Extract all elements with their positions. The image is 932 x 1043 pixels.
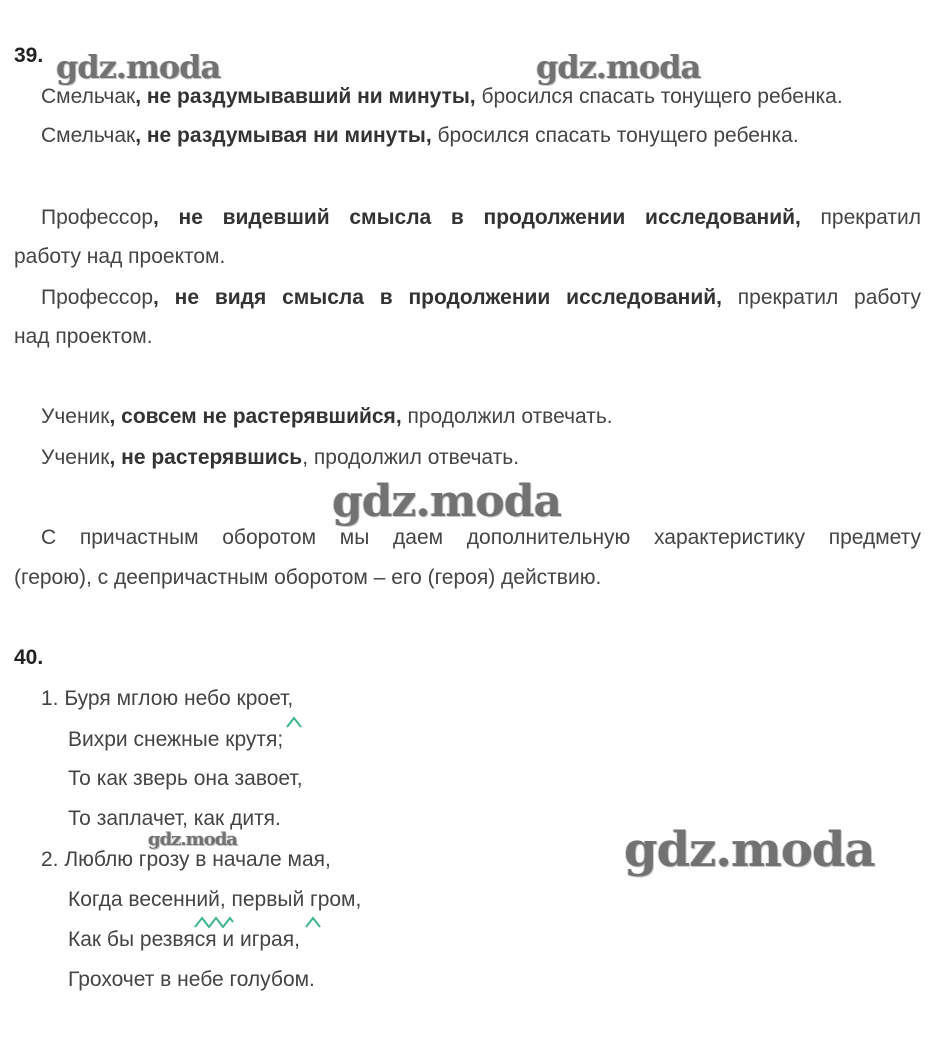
suffix-mark-igraya-icon <box>305 916 321 928</box>
poem-1-line-2: Вихри снежные крутя; <box>68 728 284 751</box>
sentence-1: Смельчак, не раздумывавший ни минуты, бросился спасать тонущего ребенка. <box>41 85 843 108</box>
sentence-5: Ученик, совсем не растерявшийся, продолжил отвечать. <box>41 405 613 428</box>
sentence-4-line-1: Профессор, не видя смысла в продолжении исследований, прекратил работу <box>41 286 922 309</box>
watermark-right: gdz.moda <box>624 822 875 878</box>
watermark-middle: gdz.moda <box>332 476 562 527</box>
sentence-4-line-2: над проектом. <box>14 325 153 348</box>
watermark-top-left: gdz.moda <box>56 48 221 86</box>
task-40-number: 40. <box>14 646 44 669</box>
poem-1-line-3: То как зверь она завоет, <box>68 767 303 790</box>
task-39-number: 39. <box>14 44 44 67</box>
sentence-6: Ученик, не растерявшись, продолжил отвечать. <box>41 446 520 469</box>
watermark-top-center: gdz.moda <box>536 48 701 86</box>
poem-2-line-1: 2. Люблю грозу в начале мая, <box>41 848 331 871</box>
sentence-2: Смельчак, не раздумывая ни минуты, бросился спасать тонущего ребенка. <box>41 124 799 147</box>
sentence-3-line-2: работу над проектом. <box>14 245 226 268</box>
poem-2-line-3: Как бы резвяся и играя, <box>68 928 300 951</box>
poem-1-line-4: То заплачет, как дитя. <box>68 807 281 830</box>
watermark-small: gdz.moda <box>148 829 237 850</box>
suffix-mark-krutya-icon <box>286 716 302 728</box>
sentence-3-line-1: Профессор, не видевший смысла в продолжении исследований, прекратил <box>41 206 921 229</box>
poem-1-line-1: 1. Буря мглою небо кроет, <box>41 687 294 710</box>
conclusion-line-1: С причастным оборотом мы даем дополнительную характеристику предмету <box>41 526 921 549</box>
poem-2-line-2: Когда весенний, первый гром, <box>68 888 362 911</box>
poem-2-line-4: Грохочет в небе голубом. <box>68 968 315 991</box>
suffix-mark-rezvyasya-icon <box>194 916 234 928</box>
conclusion-line-2: (герою), с деепричастным оборотом – его (героя) действию. <box>14 566 602 589</box>
